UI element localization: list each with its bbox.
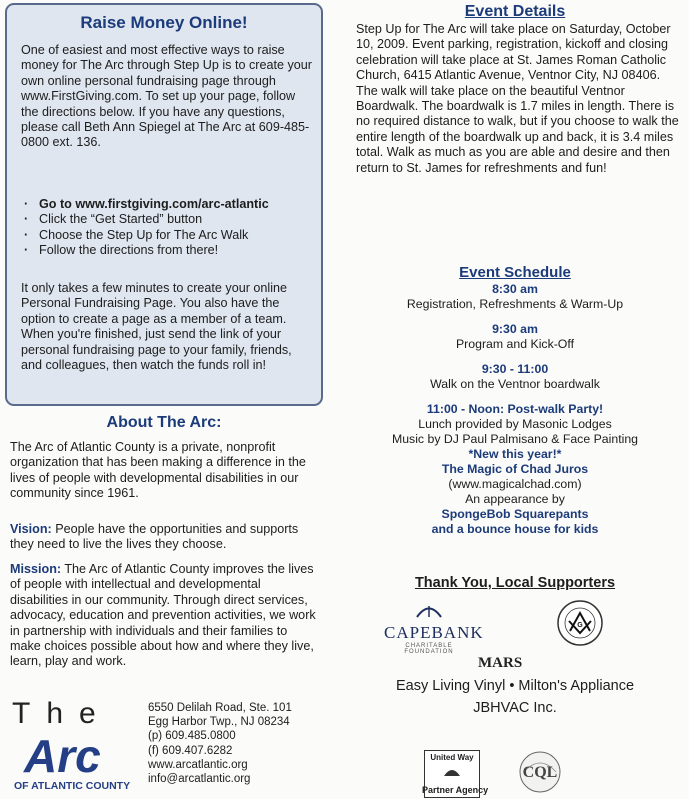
step-item: · Click the “Get Started” button xyxy=(21,212,313,227)
schedule-desc: Walk on the Ventnor boardwalk xyxy=(430,377,600,391)
step-item: · Follow the directions from there! xyxy=(21,243,313,258)
raise-money-outro: It only takes a few minutes to create your online Personal Fundraising Page. You also have the option to create a page as a member of a team. When you're finished, just send the link of your personal fundraising page to your family, friends, and colleagues, then watch the funds roll in! xyxy=(21,281,292,373)
bounce-house: and a bounce house for kids xyxy=(431,522,599,536)
about-text: The Arc of Atlantic County is a private, nonprofit organization that has been making a difference in the lives of people with developmental disabilities in our community since 1961. xyxy=(10,440,306,501)
schedule-desc: Music by DJ Paul Palmisano & Face Painting xyxy=(391,432,639,446)
email-link[interactable]: info@arcatlantic.org xyxy=(148,773,251,786)
capebank-emblem-icon xyxy=(415,604,443,618)
raise-money-steps xyxy=(21,197,313,259)
schedule-time: 11:00 - Noon: Post-walk Party! xyxy=(426,402,604,416)
event-details-text: Step Up for The Arc will take place on Saturday, October 10, 2009. Event parking, registration, kickoff and closing celebration will take place at St. James Roman Catholic Church, 6415 Atlantic Avenue, Ventnor City, NJ 08406. The walk will take place on the beautiful Ventnor Boardwalk. The boardwalk is 1.7 miles in length. There is no required distance to walk, but if you choose to walk the entire length of the boardwalk up and back, it is 3.4 miles total. Walk as much as you are able and desire and then return to St. James for refreshments and fun! xyxy=(356,22,679,175)
address-line-2: Egg Harbor Twp., NJ 08234 xyxy=(148,716,290,729)
schedule-time: 8:30 am xyxy=(492,282,538,296)
magic-act: The Magic of Chad Juros xyxy=(441,462,589,476)
contact-block xyxy=(148,701,292,786)
logo-the: The xyxy=(12,697,112,730)
schedule-time: 9:30 am xyxy=(492,322,538,336)
supporters-line: Easy Living Vinyl • Milton's Appliance xyxy=(395,678,635,694)
schedule-desc: Registration, Refreshments & Warm-Up xyxy=(406,297,624,311)
logo-arc: Arc xyxy=(24,730,101,782)
masonic-emblem-icon xyxy=(556,599,604,647)
united-way-text: United Way xyxy=(430,753,474,762)
event-details-title: Event Details xyxy=(464,3,566,20)
vision-label: Vision: xyxy=(10,522,52,536)
website-link[interactable]: www.arcatlantic.org xyxy=(148,758,248,771)
vision-text: People have the opportunities and supports they need to live the lives they choose. xyxy=(10,522,299,552)
supporters-title: Thank You, Local Supporters xyxy=(414,575,616,591)
appearance-text: An appearance by xyxy=(465,492,565,506)
magic-url: (www.magicalchad.com) xyxy=(448,477,582,491)
logo-county: OF ATLANTIC COUNTY xyxy=(14,780,131,792)
raise-money-intro: One of easiest and most effective ways to raise money for The Arc through Step Up is to create your own online personal fundraising page through www.FirstGiving.com. To set up your page, follow the directions below. If you have any questions, please call Beth Ann Spiegel at The Arc at 609-485-0800 ext. 136. xyxy=(21,43,312,150)
phone: (p) 609.485.0800 xyxy=(148,730,236,743)
raise-money-box xyxy=(5,3,323,406)
jbhvac: JBHVAC Inc. xyxy=(473,700,557,716)
schedule-desc: Program and Kick-Off xyxy=(455,337,574,351)
schedule-desc: Lunch provided by Masonic Lodges xyxy=(418,417,612,431)
raise-money-title: Raise Money Online! xyxy=(80,13,248,32)
about-title: About The Arc: xyxy=(106,414,222,431)
spongebob: SpongeBob Squarepants xyxy=(441,507,589,521)
mission-text: The Arc of Atlantic County improves the lives of people with intellectual and developmental disabilities in our community. Through direct services, advocacy, education and prevention activities, we work in partnership with individuals and their families to make choices possible about how and where they live, learn, play and work. xyxy=(10,562,316,669)
new-this-year: *New this year!* xyxy=(468,447,562,461)
capebank-logo xyxy=(384,604,484,655)
mission-paragraph xyxy=(10,562,316,670)
partner-agency-label: Partner Agency xyxy=(422,785,489,795)
mars-logo: MARS xyxy=(478,655,523,671)
cql-text: CQL xyxy=(522,764,558,781)
capebank-subtitle: CHARITABLE FOUNDATION xyxy=(404,643,454,655)
capebank-name: CAPEBANK xyxy=(384,623,484,642)
step-item: · Choose the Step Up for The Arc Walk xyxy=(21,228,313,243)
united-way-hand-icon xyxy=(442,764,462,778)
event-schedule-title: Event Schedule xyxy=(459,264,571,281)
step-item: · Go to www.firstgiving.com/arc-atlantic xyxy=(21,197,313,212)
cql-logo xyxy=(514,750,566,794)
mission-label: Mission: xyxy=(10,562,62,576)
svg-text:G: G xyxy=(577,622,583,629)
fax: (f) 609.407.6282 xyxy=(148,744,233,757)
address-line-1: 6550 Delilah Road, Ste. 101 xyxy=(148,702,292,714)
schedule-time: 9:30 - 11:00 xyxy=(481,362,549,376)
event-schedule xyxy=(344,282,686,537)
vision-paragraph xyxy=(10,522,316,553)
